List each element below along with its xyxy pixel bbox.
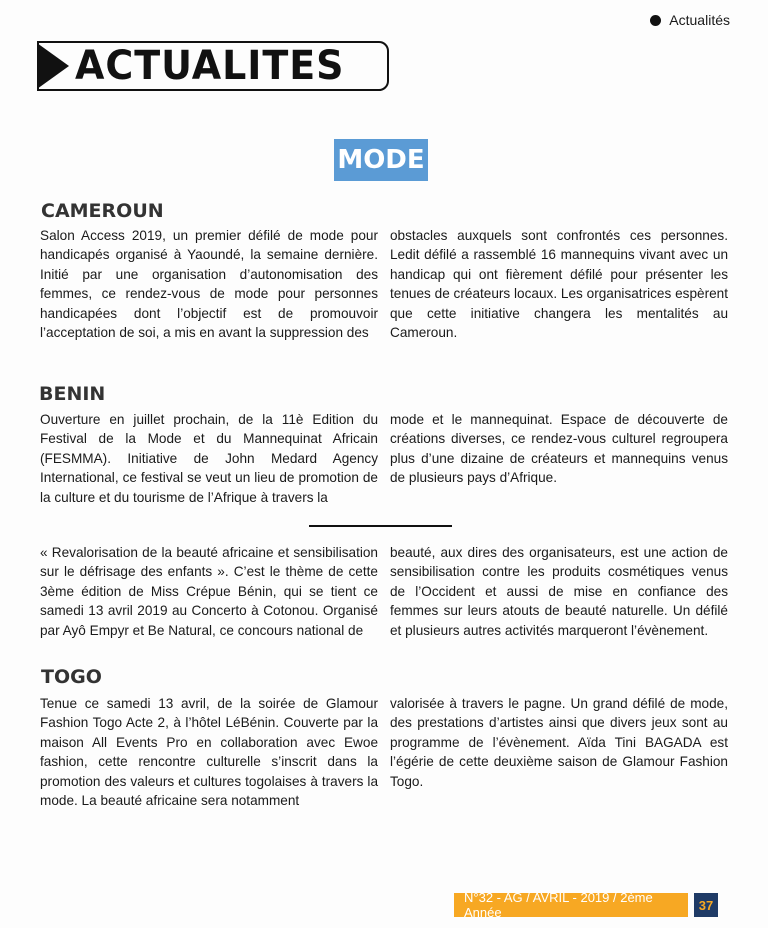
article-heading-togo: TOGO <box>41 666 102 688</box>
section-tag <box>650 12 730 28</box>
section-label: MODE <box>334 139 428 181</box>
article-benin-col2: mode et le mannequinat. Espace de découverte de créations diverses, ce rendez-vous culturel regroupera plus d’une dizaine de créateurs et mannequins venus de plusieurs pays d’Afrique. <box>390 412 728 486</box>
article-cameroun-col1: Salon Access 2019, un premier défilé de mode pour handicapés organisé à Yaoundé, la semaine dernière. Initié par une organisation d’autonomisation des femmes, ce rendez-vous de mode pour personnes handicapées dont l’objectif est de promouvoir l’acceptation de soi, a mis en avant la suppression des <box>40 228 378 341</box>
article-cameroun-col2: obstacles auxquels sont confrontés ces personnes. Ledit défilé a rassemblé 16 mannequins vivant avec un handicap qui ont fièrement défilé pour présenter les tenues de créateurs locaux. Les organisatrices espèrent que cette initiative changera les mentalités au Cameroun. <box>390 228 728 341</box>
play-arrow-icon <box>37 43 71 89</box>
bullet-icon <box>650 15 661 26</box>
divider <box>309 525 452 527</box>
article-benin-col1: Ouverture en juillet prochain, de la 11è Edition du Festival de la Mode et du Mannequinat Africain (FESMMA). Initiative de John Medard Agency International, ce festival se veut un lieu de promotion de la culture et du tourisme de l’Afrique à travers la <box>40 412 378 505</box>
issue-info: N°32 - AG / AVRIL - 2019 / 2ème Année <box>454 893 688 917</box>
article-heading-benin: BENIN <box>39 383 106 405</box>
page-number: 37 <box>694 893 718 917</box>
page-footer <box>454 890 718 920</box>
article-togo-col1: Tenue ce samedi 13 avril, de la soirée de Glamour Fashion Togo Acte 2, à l’hôtel LéBénin. Couverte par la maison All Events Pro en collaboration avec Ewoe fashion, cette rencontre culturelle s’inscrit dans la promotion des valeurs et cultures togolaises à travers la mode. La beauté africaine sera notamment <box>40 696 378 809</box>
article-togo-col2: valorisée à travers le pagne. Un grand défilé de mode, des prestations d’artistes ainsi que divers jeux sont au programme de l’évènement. Aïda Tini BAGADA est l’égérie de cette deuxième saison de Glamour Fashion Togo. <box>390 696 728 789</box>
masthead-title: ACTUALITES <box>75 43 345 89</box>
article-heading-cameroun: CAMEROUN <box>41 200 164 222</box>
article-miss-crepue-col2: beauté, aux dires des organisateurs, est une action de sensibilisation contre les produits cosmétiques venus de l’Occident et aussi de mise en confiance des femmes sur leurs atouts de beauté naturelle. Un défilé et plusieurs autres activités marqueront l’évènement. <box>390 545 728 638</box>
section-tag-label: Actualités <box>669 12 730 28</box>
article-miss-crepue-col1: « Revalorisation de la beauté africaine et sensibilisation sur le défrisage des enfants ». C’est le thème de cette 3ème édition de Miss Crépue Bénin, qui se tient ce samedi 13 avril 2019 au Concerto à Cotonou. Organisé par Ayô Empyr et Be Natural, ce concours national de <box>40 545 378 638</box>
masthead <box>37 41 389 91</box>
